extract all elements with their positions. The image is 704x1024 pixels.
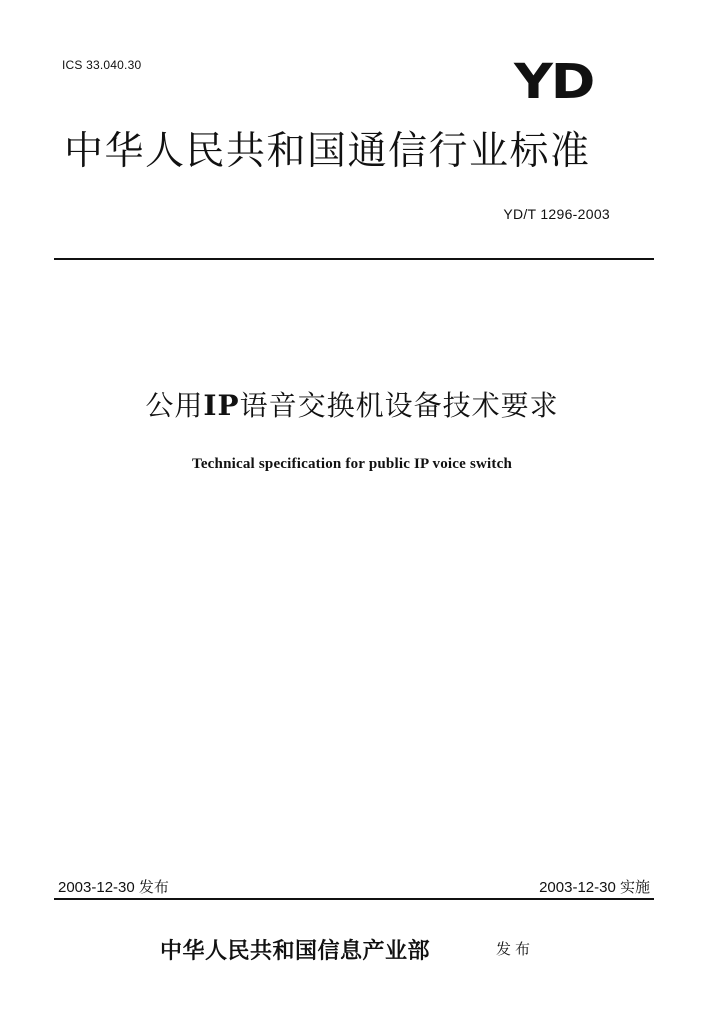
bottom-divider xyxy=(54,898,654,900)
ministry-standard-header: 中华人民共和国通信行业标准 xyxy=(64,129,591,174)
publisher-name: 中华人民共和国信息产业部 xyxy=(160,938,431,964)
standard-number: YD/T 1296-2003 xyxy=(503,206,610,222)
title-cn-suffix: 语音交换机设备技术要求 xyxy=(239,389,559,422)
ics-code: ICS 33.040.30 xyxy=(62,58,142,72)
title-cn-ip: IP xyxy=(203,389,240,422)
issue-date: 2003-12-30 发布 xyxy=(58,879,169,896)
implementation-date: 2003-12-30 实施 xyxy=(539,879,650,896)
yd-logo: YD xyxy=(514,54,594,110)
document-title-english: Technical specification for public IP voice switch xyxy=(192,456,512,472)
document-title-chinese xyxy=(0,389,704,422)
top-divider xyxy=(54,258,654,260)
title-cn-prefix: 公用 xyxy=(145,389,204,422)
publish-label: 发布 xyxy=(496,940,535,958)
